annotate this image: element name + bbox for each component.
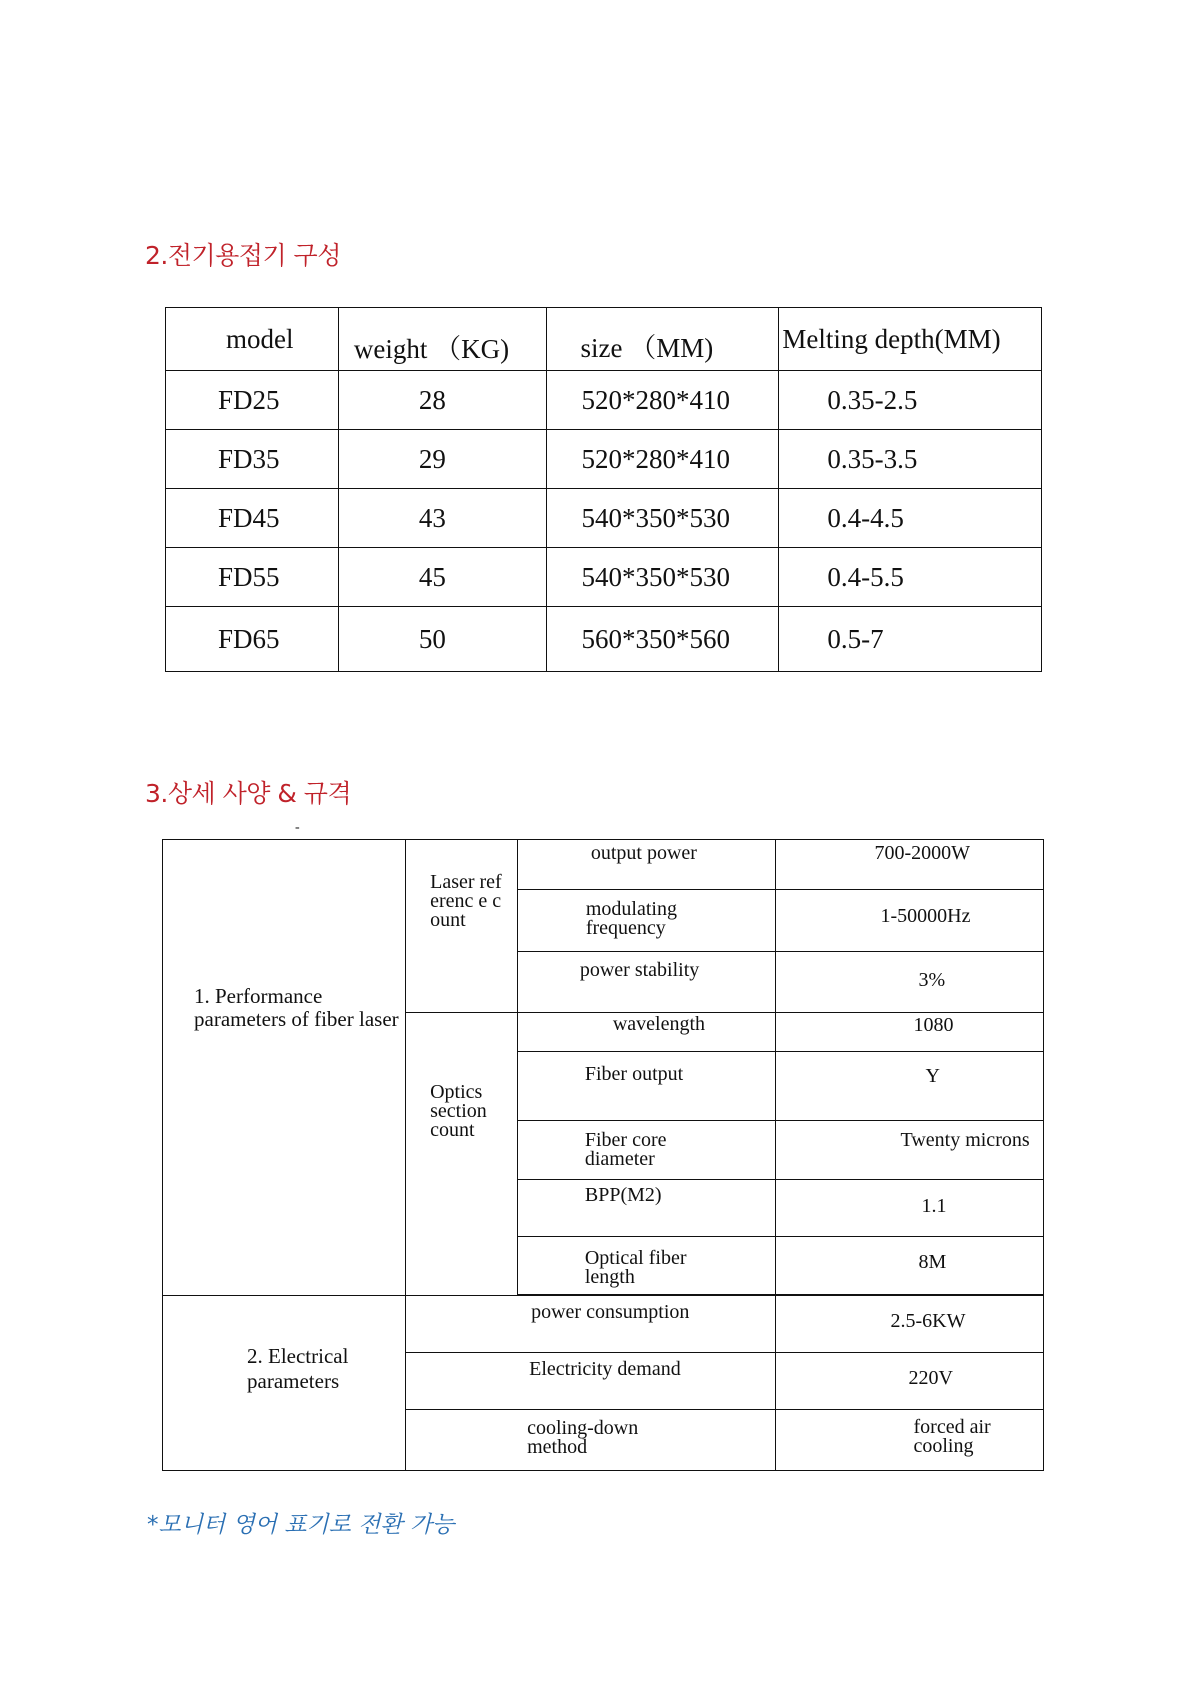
cell-weight: 28 [338, 371, 546, 430]
cell-model: FD65 [166, 607, 339, 672]
cell-melting-depth: 0.5-7 [779, 607, 1042, 672]
spec-label: output power [517, 840, 775, 890]
spec-label: Electricity demand [406, 1353, 775, 1410]
subcategory-laser-label: Laser referenc e count [430, 871, 502, 931]
spec-value: 3% [775, 952, 1044, 1013]
section-3-heading: 3.상세 사양 & 규격 [145, 779, 352, 808]
cell-melting-depth: 0.35-3.5 [779, 430, 1042, 489]
cell-melting-depth: 0.4-5.5 [779, 548, 1042, 607]
spec-label: Fiber output [517, 1052, 775, 1121]
cooling-method-label: cooling-down method [527, 1417, 639, 1458]
category-electrical-label: 2. Electrical parameters [247, 1344, 349, 1393]
spec-label: power stability [517, 952, 775, 1013]
header-size: size （MM) [546, 308, 779, 371]
spec-value: 1.1 [775, 1180, 1044, 1237]
cell-size: 520*280*410 [546, 430, 779, 489]
spec-value: Twenty microns [775, 1121, 1044, 1180]
spec-value: 700-2000W [775, 840, 1044, 890]
cell-weight: 45 [338, 548, 546, 607]
spec-value: 1-50000Hz [775, 890, 1044, 952]
subcategory-optics-label: Optics section count [430, 1081, 487, 1141]
cell-model: FD55 [166, 548, 339, 607]
cell-weight: 50 [338, 607, 546, 672]
subcategory-optics-section [406, 1013, 518, 1296]
spec-label: BPP(M2) [517, 1180, 775, 1237]
cell-melting-depth: 0.4-4.5 [779, 489, 1042, 548]
spec-label: Fiber core diameter [517, 1121, 775, 1180]
table-row [163, 1296, 1044, 1353]
spec-label: wavelength [517, 1013, 775, 1052]
category-performance: 1. Performance parameters of fiber laser [163, 840, 406, 1296]
cell-model: FD45 [166, 489, 339, 548]
cell-size: 540*350*530 [546, 489, 779, 548]
section-2-heading: 2.전기용접기 구성 [145, 241, 341, 270]
cell-model: FD25 [166, 371, 339, 430]
category-electrical [163, 1296, 406, 1471]
table-row [166, 371, 1042, 430]
header-melting-depth: Melting depth(MM) [779, 308, 1042, 371]
spec-value: 2.5-6KW [775, 1296, 1044, 1353]
table-row [166, 430, 1042, 489]
header-model: model [166, 308, 339, 371]
cell-weight: 29 [338, 430, 546, 489]
welder-models-table [165, 307, 1042, 672]
spec-table [162, 839, 1044, 1471]
spec-value: 220V [775, 1353, 1044, 1410]
spec-value: 1080 [775, 1013, 1044, 1052]
table-row [166, 489, 1042, 548]
spec-label: modulating frequency [517, 890, 775, 952]
cell-size: 560*350*560 [546, 607, 779, 672]
spec-label: Optical fiber length [517, 1237, 775, 1295]
spec-value: Y [775, 1052, 1044, 1121]
footnote: *모니터 영어 표기로 전환 가능 [147, 1512, 455, 1538]
table-row [166, 607, 1042, 672]
subcategory-laser-reference [406, 840, 518, 1013]
spec-label [406, 1410, 775, 1471]
spec-value: 8M [775, 1237, 1044, 1295]
spec-value: forced air cooling [775, 1410, 1044, 1471]
table-header-row [166, 308, 1042, 371]
cell-size: 520*280*410 [546, 371, 779, 430]
cell-melting-depth: 0.35-2.5 [779, 371, 1042, 430]
cell-size: 540*350*530 [546, 548, 779, 607]
cell-model: FD35 [166, 430, 339, 489]
table-row [166, 548, 1042, 607]
spec-label: power consumption [406, 1296, 775, 1353]
cell-weight: 43 [338, 489, 546, 548]
stray-mark: - [295, 820, 300, 835]
header-weight: weight （KG) [338, 308, 546, 371]
table-row [163, 840, 1044, 890]
